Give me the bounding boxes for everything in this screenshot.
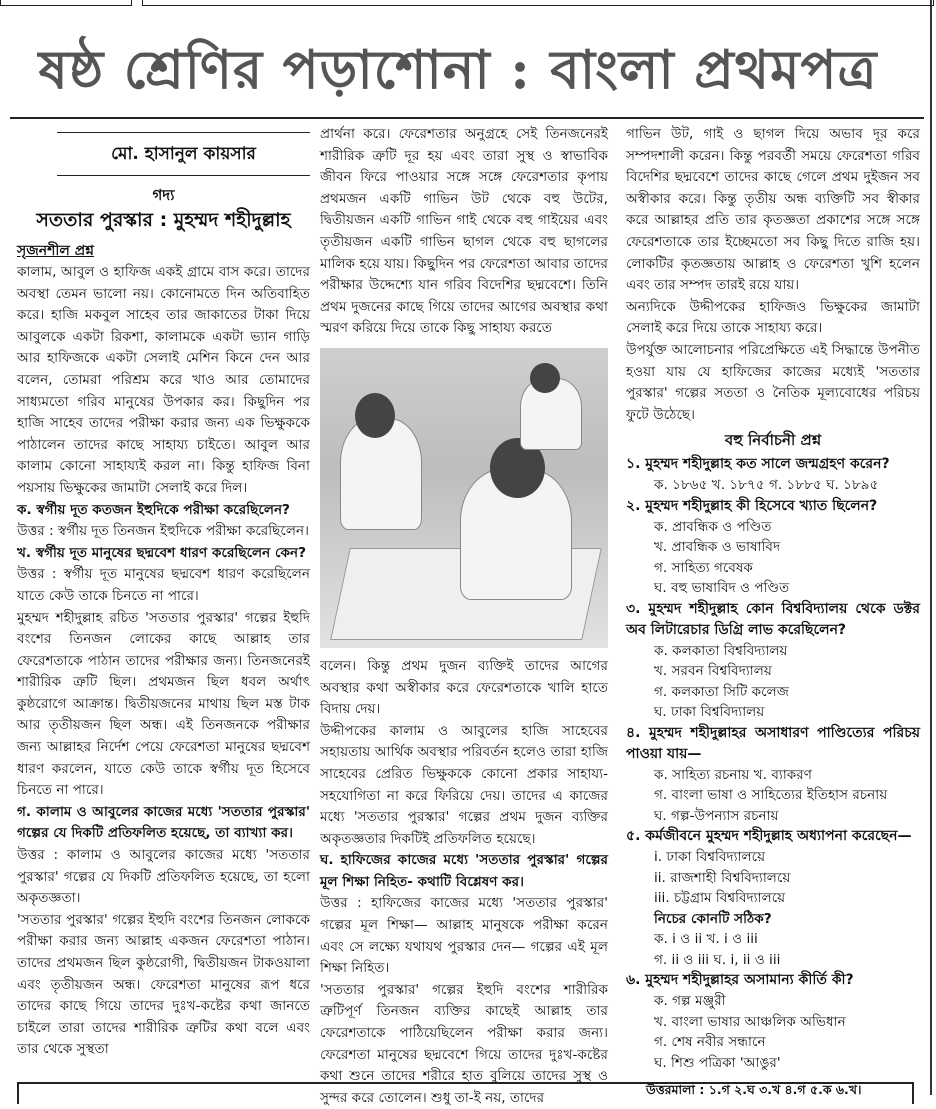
mcq-subquestion: নিচের কোনটি সঠিক? xyxy=(654,910,772,927)
question-ga: গ. কালাম ও আবুলের কাজের মধ্যে 'সততার পুরস্কার' গল্পের যে দিকটি প্রতিফলিত হয়েছে, তা ব্যাখ্যা কর। xyxy=(17,803,310,842)
question-kha: খ. স্বর্গীয় দূত মানুষের ছদ্মবেশ ধারণ করেছিলেন কেন? xyxy=(17,544,307,561)
masthead-rule xyxy=(10,117,924,119)
mcq-option: ক. গল্প মঞ্জুরী xyxy=(654,993,726,1010)
mcq-option: ক. প্রাবন্ধিক ও পণ্ডিত xyxy=(654,518,772,535)
mcq-option: ii. রাজশাহী বিশ্ববিদ্যালয়ে xyxy=(654,869,791,886)
mcq-question-6: ৬. মুহম্মদ শহীদুল্লাহর অসামান্য কীর্তি কী? xyxy=(626,972,854,989)
genre-label: গদ্য xyxy=(152,186,175,204)
col3-paragraph-2: অন্যদিকে উদ্দীপকের হাফিজও ভিক্ষুকের জামাটা সেলাই করে দিয়ে তাকে সাহায্য করে। xyxy=(626,298,920,337)
photo-student-back-head xyxy=(530,363,560,393)
question-ka: ক. স্বর্গীয় দূত কতজন ইহুদিকে পরীক্ষা করেছিলেন? xyxy=(17,501,290,518)
mcq-option: i. ঢাকা বিশ্ববিদ্যালয়ে xyxy=(654,849,766,866)
mcq-option: গ. শেষ নবীর সন্ধানে xyxy=(654,1034,766,1051)
question-gha: ঘ. হাফিজের কাজের মধ্যে 'সততার পুরস্কার' গল্পের মূল শিক্ষা নিহিত- কথাটি বিশ্লেষণ কর। xyxy=(320,852,608,890)
section-heading: সৃজনশীল প্রশ্ন xyxy=(17,243,94,259)
author-rule-bottom xyxy=(57,175,310,176)
column-2 xyxy=(320,124,608,1109)
column-3 xyxy=(626,124,920,1101)
photo-student-left-head xyxy=(355,393,395,438)
author-name: মো. হাসানুল কায়সার xyxy=(111,144,256,164)
mcq-option: ক. সাহিত্য রচনায় খ. ব্যাকরণ xyxy=(654,766,812,783)
answer-gha: উত্তর : হাফিজের কাজের মধ্যে 'সততার পুরস্কার' গল্পের মূল শিক্ষা— আল্লাহ মানুষকে পরীক্ষা করেন এবং সে লক্ষ্যে যথাযথ পুরস্কার দেন— গল্পের এই মূল শিক্ষা নিহিত। xyxy=(320,895,608,977)
stem-paragraph: কালাম, আবুল ও হাফিজ একই গ্রামে বাস করে। তাদের অবস্থা তেমন ভালো নয়। কোনোমতে দিন অতিবাহিত করে। হাজি মকবুল সাহেব তার জাকাতের টাকা দিয়ে আবুলকে একটা রিকশা, কালামকে একটা ভ্যান গাড়ি আর হাফিজকে একটা সেলাই মেশিন কিনে দেন আর বলেন, তোমরা পরিশ্রম করে খাও আর তোমাদের সাধ্যমতো গরিব মানুষের উপকার কর। কিছুদিন পর হাজি সাহেব তাদের পরীক্ষা করার জন্য এক ভিক্ষুককে পাঠালেন তাদের কাছে সাহায্য চাইতে। আবুল আর কালাম কোনো সাহায্যই করল না। কিন্তু হাফিজ বিনা পয়সায় ভিক্ষুকের জামাটা সেলাই করে দিল। xyxy=(17,264,310,496)
column-1 xyxy=(17,124,310,1061)
mcq-option: ঘ. ঢাকা বিশ্ববিদ্যালয় xyxy=(654,704,765,721)
mcq-option: ক. i ও ii খ. i ও iii xyxy=(654,931,758,948)
mcq-option: খ. প্রাবন্ধিক ও ভাষাবিদ xyxy=(654,539,781,556)
col2-top-paragraph: প্রার্থনা করে। ফেরেশতার অনুগ্রহে সেই তিনজনেরই শারীরিক ত্রুটি দূর হয় এবং তারা সুস্থ ও স্বাভাবিক জীবন ফিরে পাওয়ার সঙ্গে সঙ্গে ফেরেশতার কৃপায় প্রথমজন একটি গাভিন উট থেকে বহু উটের, দ্বিতীয়জন একটি গাভিন গাই থেকে বহু গাইয়ের এবং তৃতীয়জন একটি গাভিন ছাগল থেকে বহু ছাগলের মালিক হয়ে যায়। কিছুদিন পর ফেরেশতা আবার তাদের পরীক্ষার উদ্দেশ্যে যান গরিব বিদেশির ছদ্মবেশে। তিনি প্রথম দুজনের কাছে গিয়ে তাদের আগের অবস্থার কথা স্মরণ করিয়ে দিয়ে তাকে কিছু সাহায্য করতে xyxy=(320,126,608,337)
answer-key: উত্তরমালা : ১.গ ২.ঘ ৩.খ ৪.গ ৫.ক ৬.খ। xyxy=(646,1082,862,1098)
answer-kha: উত্তর : স্বর্গীয় দূত মানুষের ছদ্মবেশ ধারণ করেছিলেন যাতে কেউ তাকে চিনতে না পারে। xyxy=(17,566,310,604)
col2-mid-paragraph: বলেন। কিন্তু প্রথম দুজন ব্যক্তিই তাদের আগের অবস্থার কথা অস্বীকার করে ফেরেশতাকে খালি হাতে বিদায় দেয়। xyxy=(320,657,608,718)
mcq-option: গ. ii ও iii ঘ. i, ii ও iii xyxy=(654,951,781,968)
mcq-option: গ. বাংলা ভাষা ও সাহিত্যের ইতিহাস রচনায় xyxy=(654,787,888,804)
mcq-question-1: ১. মুহম্মদ শহীদুল্লাহ কত সালে জন্মগ্রহণ করেন? xyxy=(626,456,890,473)
mcq-option: গ. সাহিত্য গবেষক xyxy=(654,559,753,576)
answer-ga: উত্তর : কালাম ও আবুলের কাজের মধ্যে 'সততার পুরস্কার' গল্পের যে দিকটি প্রতিফলিত হয়েছে, তা হলো অকৃতজ্ঞতা। xyxy=(17,847,310,907)
bottom-box xyxy=(17,1082,914,1104)
col3-paragraph-3: উপর্যুক্ত আলোচনার পরিপ্রেক্ষিতে এই সিদ্ধান্তে উপনীত হওয়া যায় যে হাফিজের কাজের মধ্যেই 'সততার পুরস্কার' গল্পের সততা ও নৈতিক মূল্যবোধের পরিচয় ফুটে উঠেছে। xyxy=(626,341,920,423)
mcq-option: ক. ১৮৬৫ খ. ১৮৭৫ গ. ১৮৮৫ ঘ. ১৮৯৫ xyxy=(654,477,879,494)
mcq-option: খ. সরবন বিশ্ববিদ্যালয় xyxy=(654,663,772,680)
mcq-option: ক. কলকাতা বিশ্ববিদ্যালয় xyxy=(654,642,788,659)
page-masthead: ষষ্ঠ শ্রেণির পড়াশোনা : বাংলা প্রথমপত্র xyxy=(38,39,878,101)
top-border xyxy=(0,0,936,6)
mcq-question-3: ৩. মুহম্মদ শহীদুল্লাহ কোন বিশ্ববিদ্যালয় থেকে ডক্টর অব লিটারেচার ডিগ্রি লাভ করেছিলেন? xyxy=(626,600,920,638)
col3-top-paragraph: গাভিন উট, গাই ও ছাগল দিয়ে অভাব দূর করে সম্পদশালী করেন। কিন্তু পরবর্তী সময়ে ফেরেশতা গরিব বিদেশির ছদ্মবেশে তাদের কাছে গেলে প্রথম দুইজন সব অস্বীকার করে। কিন্তু তৃতীয় অন্ধ ব্যক্তিটি সব স্বীকার করে আল্লাহর প্রতি তার কৃতজ্ঞতা প্রকাশের সঙ্গে সঙ্গে ফেরেশতাকে তার ইচ্ছেমতো সব কিছু দিতে রাজি হয়। লোকটির কৃতজ্ঞতায় আল্লাহ ও ফেরেশতা খুশি হলেন এবং তার সম্পদ তারই রয়ে যায়। xyxy=(626,126,920,294)
classroom-exam-photo xyxy=(320,348,608,648)
mcq-option: ঘ. গল্প-উপন্যাস রচনায় xyxy=(654,807,779,824)
answer-ka: উত্তর : স্বর্গীয় দূত তিনজন ইহুদিকে পরীক্ষা করেছিলেন। xyxy=(17,523,309,540)
page-edge-line xyxy=(930,0,932,1095)
answer-ga-body: 'সততার পুরস্কার' গল্পের ইহুদি বংশের তিনজন লোককে পরীক্ষা করার জন্য আল্লাহ একজন ফেরেশতা পাঠান। তাদের প্রথমজন ছিল কুষ্ঠরোগী, দ্বিতীয়জন টাকওয়ালা এবং তৃতীয়জন অন্ধ। ফেরেশতা মানুষের রূপ ধরে তাদের কাছে গিয়ে তাদের দুঃখ-কষ্টের কথা জানতে চাইলে তারা তাদের শারীরিক ত্রুটির কথা বলে এবং তার থেকে সুস্থতা xyxy=(17,911,310,1058)
mcq-question-4: ৪. মুহম্মদ শহীদুল্লাহর অসাধারণ পাণ্ডিত্যের পরিচয় পাওয়া যায়— xyxy=(626,724,920,762)
mcq-option: গ. কলকাতা সিটি কলেজ xyxy=(654,683,789,700)
mcq-option: ঘ. শিশু পত্রিকা 'আঙুর' xyxy=(654,1054,781,1071)
author-rule-top xyxy=(57,132,310,133)
answer-kha-body: মুহম্মদ শহীদুল্লাহ রচিত 'সততার পুরস্কার' গল্পের ইহুদি বংশের তিনজন লোকের কাছে আল্লাহ তার ফেরেশতাকে পাঠান তাদের পরীক্ষার জন্য। তিনজনেরই শারীরিক ত্রুটি ছিল। প্রথমজন ছিল ধবল অর্থাৎ কুষ্ঠরোগে আক্রান্ত। দ্বিতীয়জনের মাথায় ছিল মস্ত টাক আর তৃতীয়জন ছিল অন্ধ। এই তিনজনকে পরীক্ষার জন্য আল্লাহর নির্দেশ পেয়ে ফেরেশতা মানুষের ছদ্মবেশ ধারণ করলেন, যাতে কেউ তাকে স্বর্গীয় দূত হিসেবে চিনতে না পারে। xyxy=(17,609,310,799)
answer-gha-body: 'সততার পুরস্কার' গল্পের ইহুদি বংশের শারীরিক ত্রুটিপূর্ণ তিনজন ব্যক্তির কাছেই আল্লাহ তার ফেরেশতাকে পাঠিয়েছিলেন পরীক্ষা করার জন্য। ফেরেশতা মানুষের ছদ্মবেশে গিয়ে তাদের দুঃখ-কষ্টের কথা শুনে তাদের শরীরে হাত বুলিয়ে তাদের সুস্থ ও সুন্দর করে তোলেন। শুধু তা-ই নয়, তাদের xyxy=(320,981,608,1106)
mcq-option: ঘ. বহু ভাষাবিদ ও পণ্ডিত xyxy=(654,580,790,597)
mcq-heading: বহু নির্বাচনী প্রশ্ন xyxy=(724,431,822,450)
mcq-option: iii. চট্টগ্রাম বিশ্ববিদ্যালয়ে xyxy=(654,890,786,907)
mcq-question-5: ৫. কর্মজীবনে মুহম্মদ শহীদুল্লাহ অধ্যাপনা করেছেন— xyxy=(626,828,912,845)
mcq-option: খ. বাংলা ভাষার আঞ্চলিক অভিধান xyxy=(654,1013,846,1030)
top-box-left xyxy=(0,0,132,6)
top-box-right xyxy=(142,0,934,6)
mcq-question-2: ২. মুহম্মদ শহীদুল্লাহ কী হিসেবে খ্যাত ছিলেন? xyxy=(626,497,878,514)
col2-mid2-paragraph: উদ্দীপকের কালাম ও আবুলের হাজি সাহেবের সহায়তায় আর্থিক অবস্থার পরিবর্তন হলেও তারা হাজি সাহেবের প্রেরিত ভিক্ষুককে কোনো প্রকার সাহায্য-সহযোগিতা না করে ফিরিয়ে দেয়। তাদের এ কাজের মধ্যে 'সততার পুরস্কার' গল্পের প্রথম দুজন ব্যক্তির অকৃতজ্ঞতার দিকটিই প্রতিফলিত হয়েছে। xyxy=(320,722,608,847)
story-title: সততার পুরস্কার : মুহম্মদ শহীদুল্লাহ xyxy=(36,209,291,231)
